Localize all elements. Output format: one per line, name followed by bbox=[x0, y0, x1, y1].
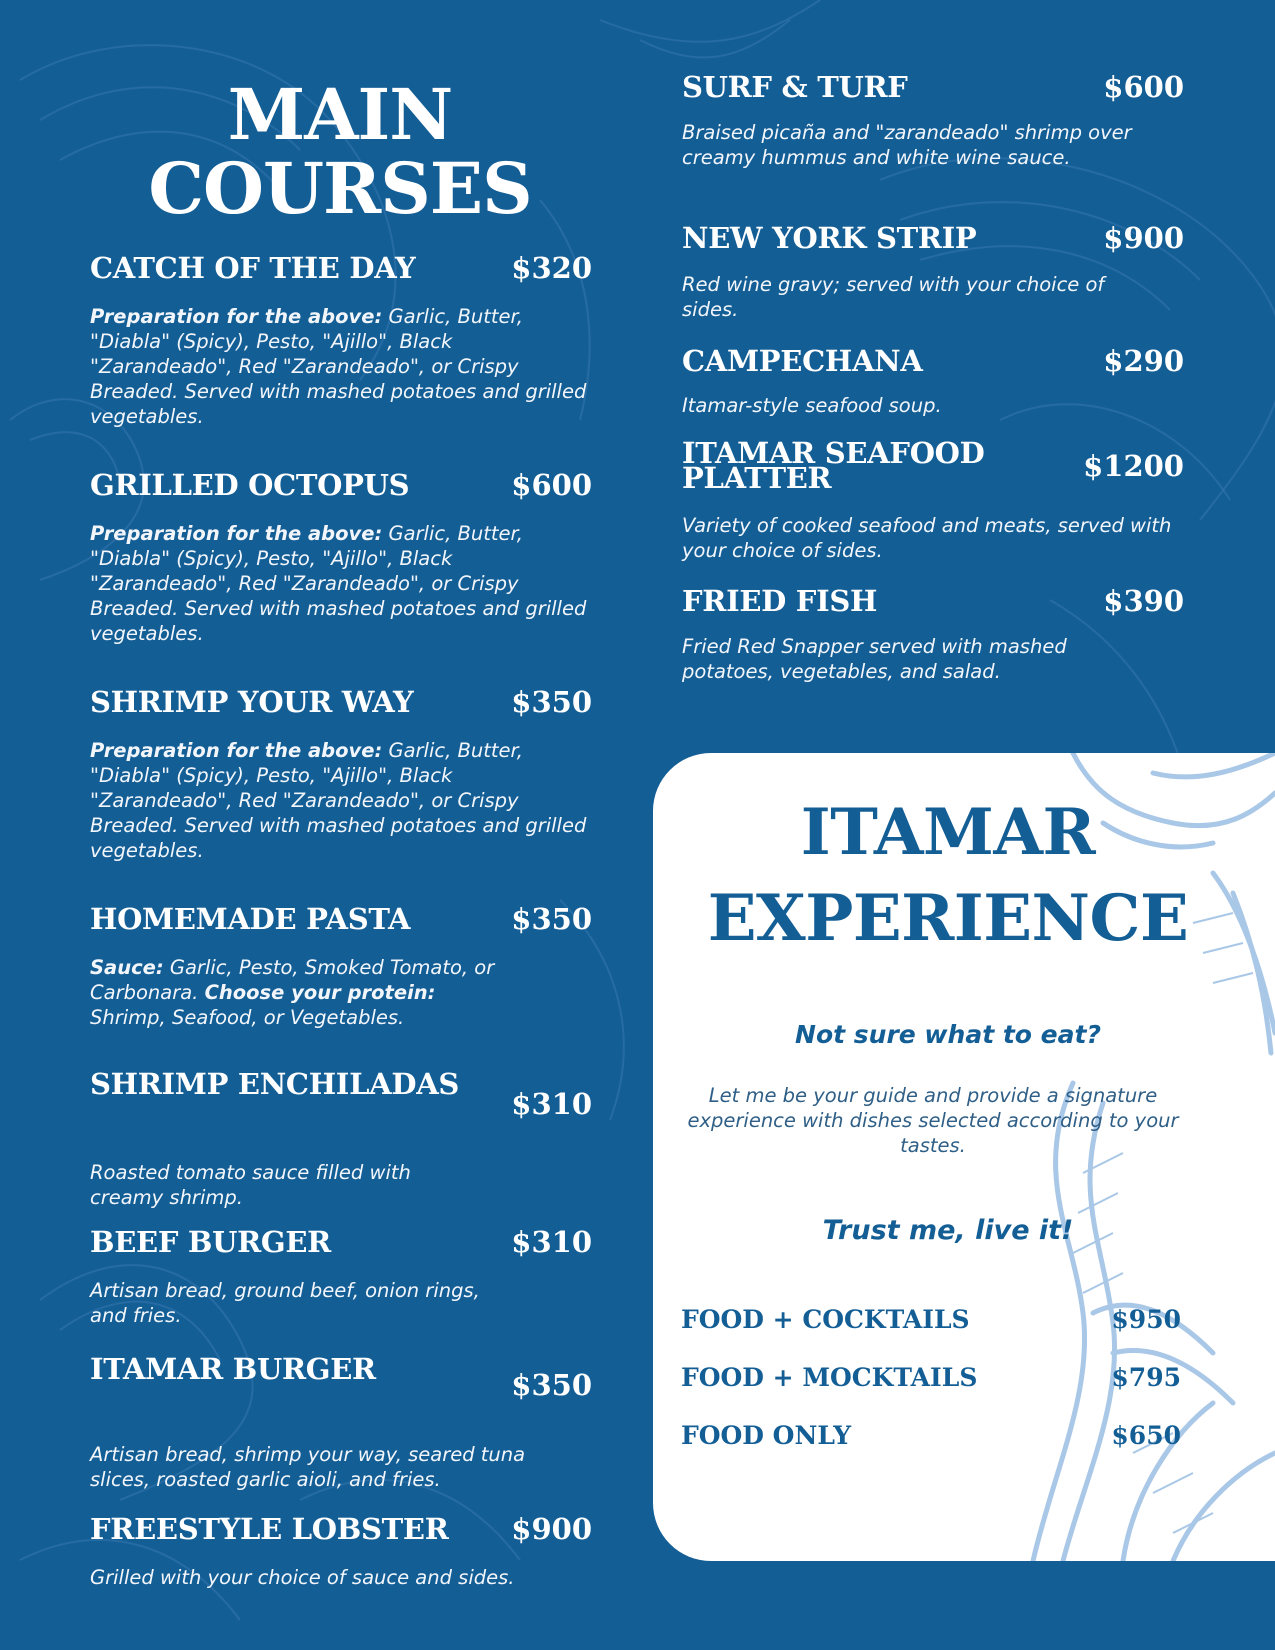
experience-title-line2: EXPERIENCE bbox=[707, 881, 1189, 956]
experience-question: Not sure what to eat? bbox=[795, 1020, 1101, 1049]
item-description: Braised picaña and "zarandeado" shrimp over creamy hummus and white wine sauce. bbox=[682, 121, 1132, 169]
desc-label: Preparation for the above: bbox=[90, 522, 383, 545]
option-name: FOOD ONLY bbox=[681, 1421, 852, 1450]
menu-item-beef-burger bbox=[90, 1225, 592, 1328]
item-price: $310 bbox=[511, 1225, 592, 1259]
experience-option-food-cocktails bbox=[681, 1305, 1181, 1339]
item-description: Red wine gravy; served with your choice of sides. bbox=[682, 273, 1105, 321]
option-price: $650 bbox=[1111, 1421, 1181, 1450]
item-price: $290 bbox=[1103, 344, 1184, 378]
item-description bbox=[90, 521, 592, 646]
sauce-label: Sauce: bbox=[90, 956, 164, 979]
menu-item-fried-fish bbox=[682, 584, 1184, 687]
item-description: Artisan bread, ground beef, onion rings, and fries. bbox=[90, 1279, 480, 1327]
item-price: $900 bbox=[511, 1512, 592, 1546]
item-description: Artisan bread, shrimp your way, seared tuna slices, roasted garlic aioli, and fries. bbox=[90, 1443, 526, 1491]
item-price: $390 bbox=[1103, 584, 1184, 618]
menu-item-itamar-burger bbox=[90, 1352, 592, 1491]
item-name: ITAMAR BURGER bbox=[90, 1352, 376, 1386]
menu-item-freestyle-lobster bbox=[90, 1512, 592, 1595]
item-name: BEEF BURGER bbox=[90, 1225, 331, 1259]
main-courses-title: MAIN COURSES bbox=[148, 73, 532, 230]
option-name: FOOD + COCKTAILS bbox=[681, 1305, 970, 1334]
itamar-experience-panel bbox=[653, 753, 1275, 1561]
desc-text: Garlic, Butter, "Diabla" (Spicy), Pesto, "Ajillo", Black "Zarandeado", Red "Zarandeado", or Crispy Breaded. Served with mashed potatoes and grilled vegetables. bbox=[90, 305, 587, 428]
menu-item-homemade-pasta bbox=[90, 902, 592, 1035]
desc-label: Preparation for the above: bbox=[90, 739, 383, 762]
item-name: CAMPECHANA bbox=[682, 344, 923, 378]
item-name: SURF & TURF bbox=[682, 70, 908, 104]
desc-label: Preparation for the above: bbox=[90, 305, 383, 328]
item-description: Grilled with your choice of sauce and sides. bbox=[90, 1566, 515, 1589]
item-price: $310 bbox=[511, 1087, 592, 1121]
item-name: SHRIMP YOUR WAY bbox=[90, 685, 414, 719]
menu-item-campechana bbox=[682, 344, 1184, 422]
item-price: $900 bbox=[1103, 221, 1184, 255]
desc-text: Garlic, Butter, "Diabla" (Spicy), Pesto, "Ajillo", Black "Zarandeado", Red "Zarandeado", or Crispy Breaded. Served with mashed potatoes and grilled vegetables. bbox=[90, 739, 587, 862]
protein-text: Shrimp, Seafood, or Vegetables. bbox=[90, 1006, 405, 1029]
item-description: Itamar-style seafood soup. bbox=[682, 394, 942, 417]
item-price: $1200 bbox=[1083, 449, 1184, 483]
item-price: $350 bbox=[511, 902, 592, 936]
item-price: $320 bbox=[511, 251, 592, 285]
item-name: FRIED FISH bbox=[682, 584, 878, 618]
menu-item-shrimp-enchiladas bbox=[90, 1067, 592, 1209]
experience-motto: Trust me, live it! bbox=[822, 1215, 1074, 1246]
sauce-text: Garlic, Pesto, Smoked Tomato, or Carbonara. bbox=[90, 956, 495, 1004]
item-description: Fried Red Snapper served with mashed potatoes, vegetables, and salad. bbox=[682, 635, 1067, 683]
protein-label: Choose your protein: bbox=[204, 981, 436, 1004]
experience-description: Let me be your guide and provide a signature experience with dishes selected according to your tastes. bbox=[687, 1084, 1179, 1157]
menu-item-itamar-seafood-platter bbox=[682, 436, 1184, 566]
desc-text: Garlic, Butter, "Diabla" (Spicy), Pesto, "Ajillo", Black "Zarandeado", Red "Zarandeado", or Crispy Breaded. Served with mashed potatoes and grilled vegetables. bbox=[90, 522, 587, 645]
item-name: FREESTYLE LOBSTER bbox=[90, 1512, 449, 1546]
menu-item-grilled-octopus bbox=[90, 468, 592, 651]
item-price: $350 bbox=[511, 685, 592, 719]
option-price: $950 bbox=[1111, 1305, 1181, 1334]
item-price: $600 bbox=[511, 468, 592, 502]
item-price: $600 bbox=[1103, 70, 1184, 104]
item-name: NEW YORK STRIP bbox=[682, 221, 977, 255]
experience-option-food-mocktails bbox=[681, 1363, 1181, 1397]
experience-title-line1: ITAMAR bbox=[800, 795, 1096, 870]
option-price: $795 bbox=[1111, 1363, 1181, 1392]
option-name: FOOD + MOCKTAILS bbox=[681, 1363, 978, 1392]
item-price: $350 bbox=[511, 1368, 592, 1402]
item-description bbox=[90, 738, 592, 863]
item-name: HOMEMADE PASTA bbox=[90, 902, 411, 936]
menu-item-surf-and-turf bbox=[682, 70, 1184, 203]
item-description: Roasted tomato sauce filled with creamy shrimp. bbox=[90, 1161, 411, 1209]
item-name: CATCH OF THE DAY bbox=[90, 251, 416, 285]
item-description: Variety of cooked seafood and meats, served with your choice of sides. bbox=[682, 514, 1172, 562]
item-name: GRILLED OCTOPUS bbox=[90, 468, 410, 502]
menu-item-catch-of-the-day bbox=[90, 251, 592, 434]
item-name: ITAMAR SEAFOOD PLATTER bbox=[682, 436, 985, 495]
experience-option-food-only bbox=[681, 1421, 1181, 1455]
item-name: SHRIMP ENCHILADAS bbox=[90, 1067, 460, 1101]
menu-item-shrimp-your-way bbox=[90, 685, 592, 868]
menu-item-new-york-strip bbox=[682, 221, 1184, 324]
item-description bbox=[90, 955, 552, 1030]
item-description bbox=[90, 304, 592, 429]
